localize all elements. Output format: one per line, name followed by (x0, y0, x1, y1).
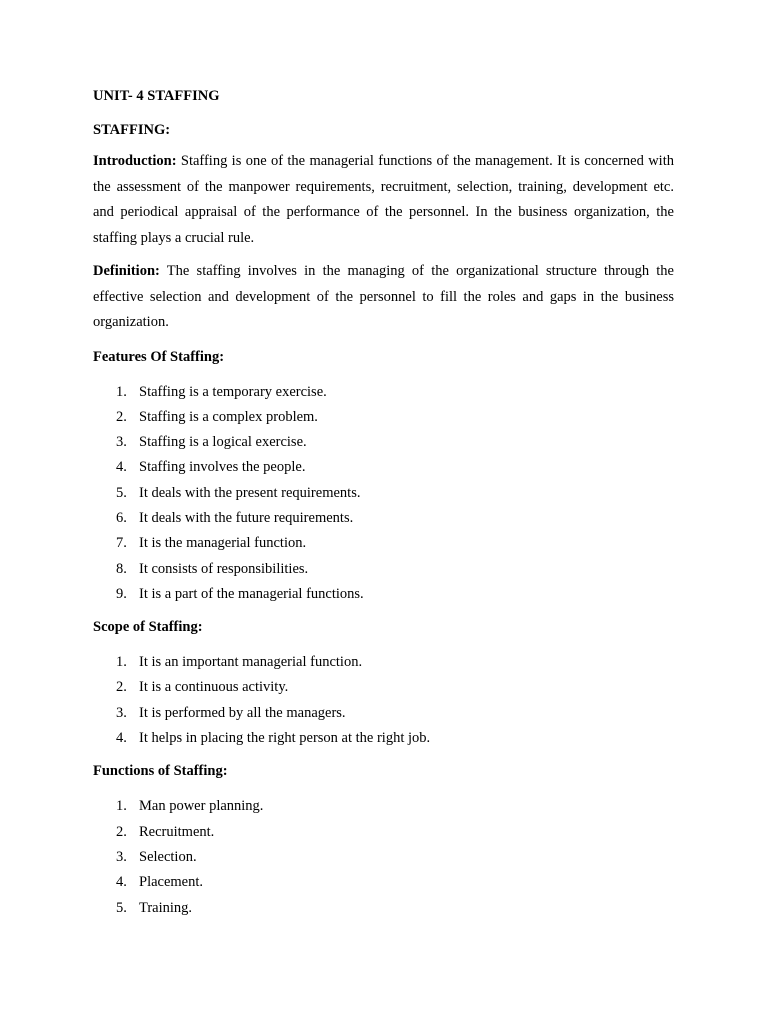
list-item-text: Selection. (139, 848, 197, 865)
list-item-number: 9. (116, 585, 127, 602)
list-item (93, 506, 674, 531)
features-heading: Features Of Staffing: (93, 348, 225, 365)
list-item-text: Staffing is a logical exercise. (139, 434, 307, 451)
features-list (93, 380, 674, 608)
definition-paragraph (93, 259, 674, 336)
list-item (93, 701, 674, 726)
list-item-number: 4. (116, 459, 127, 476)
list-item-number: 7. (116, 535, 127, 552)
list-item-number: 8. (116, 560, 127, 577)
list-item (93, 896, 674, 921)
list-item (93, 380, 674, 405)
list-item-text: It helps in placing the right person at the right job. (139, 730, 431, 747)
list-item-text: It consists of responsibilities. (139, 560, 309, 577)
unit-title: UNIT- 4 STAFFING (93, 88, 220, 104)
section-title: STAFFING: (93, 122, 171, 138)
list-item (93, 557, 674, 582)
list-item-number: 1. (116, 798, 127, 815)
list-item-text: Staffing involves the people. (139, 459, 306, 476)
list-item-number: 1. (116, 654, 127, 671)
list-item (93, 650, 674, 675)
list-item (93, 820, 674, 845)
list-item-number: 5. (116, 484, 127, 501)
list-item-number: 2. (116, 408, 127, 425)
list-item-number: 1. (116, 383, 127, 400)
introduction-paragraph (93, 149, 674, 251)
list-item-text: Staffing is a complex problem. (139, 408, 318, 425)
list-item-text: It is the managerial function. (139, 535, 307, 552)
list-item-number: 5. (116, 899, 127, 916)
list-item (93, 481, 674, 506)
document-page (93, 86, 674, 921)
list-item (93, 455, 674, 480)
list-item (93, 430, 674, 455)
definition-text: The staffing involves in the managing of the organizational structure through the effective selection and development of the personnel to fill the roles and gaps in the business organization. (93, 263, 674, 330)
list-item-number: 4. (116, 874, 127, 891)
list-item (93, 845, 674, 870)
list-item-number: 3. (116, 434, 127, 451)
list-item (93, 531, 674, 556)
list-item (93, 726, 674, 751)
list-item-text: Man power planning. (139, 798, 264, 815)
list-item (93, 582, 674, 607)
list-item-text: Placement. (139, 874, 204, 891)
list-item-text: It is a part of the managerial functions. (139, 585, 364, 602)
definition-label: Definition: (93, 263, 160, 279)
list-item (93, 405, 674, 430)
scope-list (93, 650, 674, 751)
list-item-text: Training. (139, 899, 193, 916)
list-item-text: It is a continuous activity. (139, 679, 289, 696)
list-item-number: 2. (116, 679, 127, 696)
list-item-number: 6. (116, 509, 127, 526)
introduction-text: Staffing is one of the managerial functions of the management. It is concerned with the assessment of the manpower requirements, recruitment, selection, training, development etc. and periodical appraisal of the performance of the personnel. In the business organization, the staffing plays a crucial rule. (93, 153, 674, 246)
functions-list (93, 794, 674, 920)
list-item-text: It is an important managerial function. (139, 654, 363, 671)
list-item-number: 2. (116, 823, 127, 840)
list-item-number: 3. (116, 848, 127, 865)
list-item-text: It is performed by all the managers. (139, 704, 346, 721)
list-item-number: 4. (116, 730, 127, 747)
functions-heading: Functions of Staffing: (93, 763, 228, 780)
list-item-number: 3. (116, 704, 127, 721)
list-item (93, 870, 674, 895)
list-item (93, 794, 674, 819)
list-item (93, 675, 674, 700)
scope-heading: Scope of Staffing: (93, 619, 203, 636)
list-item-text: It deals with the future requirements. (139, 509, 354, 526)
list-item-text: Staffing is a temporary exercise. (139, 383, 327, 400)
list-item-text: Recruitment. (139, 823, 215, 840)
introduction-label: Introduction: (93, 153, 177, 169)
list-item-text: It deals with the present requirements. (139, 484, 361, 501)
